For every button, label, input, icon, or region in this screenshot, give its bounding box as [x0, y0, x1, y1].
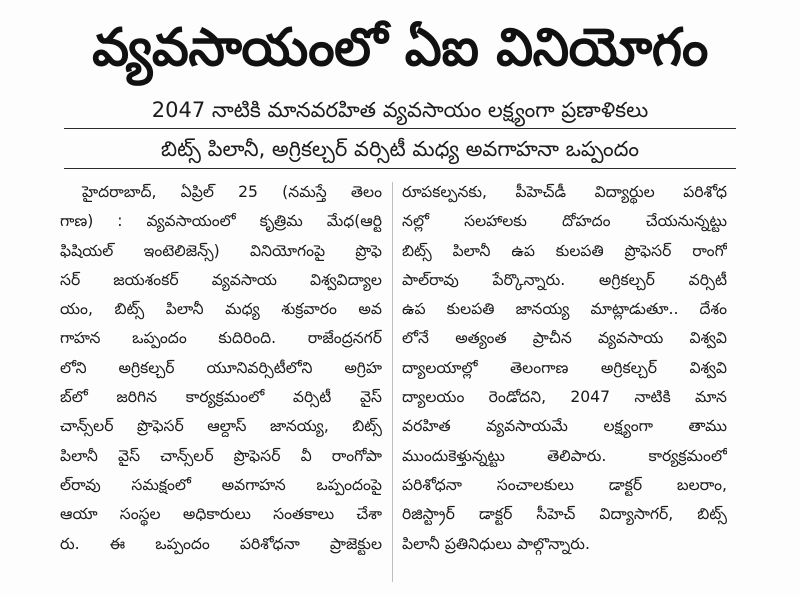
body-text-line: హైదరాబాద్, ఏప్రిల్ 25 (నమస్తే తెలం	[82, 183, 382, 201]
body-text-line: పరిశోధనా సంచాలకులు డాక్టర్ బలరాం,	[402, 475, 727, 494]
body-text-line: ద్యాలయాల్లో తెలంగాణ అగ్రికల్చర్ విశ్వవి	[402, 358, 727, 377]
body-text-line: వరహిత వ్యవసాయమే లక్ష్యంగా తాము	[402, 417, 727, 436]
body-text-line: లోని అగ్రికల్చర్ యూనివర్సిటీలోని అగ్రిహ	[60, 358, 382, 377]
body-text-line: పిలానీ వైస్ చాన్స్‌లర్ ప్రొఫెసర్ వీ రాంగోపా	[60, 446, 382, 465]
article-subheadline: 2047 నాటికి మానవరహిత వ్యవసాయం లక్ష్యంగా ప్రణాళికలు	[151, 98, 649, 122]
article-body-left-column	[60, 178, 382, 559]
body-text-line: రు. ఈ ఒప్పందం పరిశోధనా ప్రాజెక్టుల	[60, 534, 382, 553]
body-text-line: గాహన ఒప్పందం కుదిరింది. రాజేంద్రనగర్	[60, 329, 382, 348]
body-text-line: ల్‌రావు సమక్షంలో అవగాహన ఒప్పందంపై	[60, 475, 382, 494]
body-text-line: రూపకల్పనకు, పీహెచ్‌డీ విద్యార్థుల పరిశోధ	[402, 183, 727, 201]
subhead-divider	[64, 128, 736, 129]
body-text-line: ఫిషియల్ ఇంటెలిజెన్స్) వినియోగంపై ప్రొఫె	[60, 241, 382, 260]
body-text-line: లోనే అత్యంత ప్రాచీన వ్యవసాయ విశ్వవి	[402, 329, 727, 348]
body-text-line: ద్యాలయం రెండోదని, 2047 నాటికి మాన	[402, 388, 727, 407]
body-text-line: సర్ జయశంకర్ వ్యవసాయ విశ్వవిద్యాల	[60, 270, 382, 289]
subhead-divider	[64, 168, 736, 169]
article-body-right-column	[402, 178, 727, 559]
body-text-line: ఉప కులపతి జానయ్య మాట్లాడుతూ.. దేశం	[402, 300, 727, 319]
body-text-line: ఆయా సంస్థల అధికారులు సంతకాలు చేశా	[60, 505, 382, 524]
body-text-line: బిట్స్ పిలానీ ఉప కులపతి ప్రొఫెసర్ రాంగో	[402, 241, 727, 260]
column-divider	[392, 182, 393, 582]
body-text-line: నల్లో సలహాలకు దోహదం చేయనున్నట్టు	[402, 212, 727, 231]
body-text-line: ముందుకెళ్తున్నట్టు తెలిపారు. కార్యక్రమంలో	[402, 446, 727, 465]
article-headline: వ్యవసాయంలో ఏఐ వినియోగం	[92, 18, 708, 78]
body-text-line: యం, బిట్స్ పిలానీ మధ్య శుక్రవారం అవ	[60, 300, 382, 319]
body-text-line: చాన్స్‌లర్ ప్రొఫెసర్ ఆల్దాస్ జానయ్య, బిట్స్	[60, 417, 382, 436]
body-text-line: బ్‌లో జరిగిన కార్యక్రమంలో వర్సిటీ వైస్	[60, 388, 382, 407]
body-text-line: పిలానీ ప్రతినిధులు పాల్గొన్నారు.	[402, 534, 590, 553]
article-subheadline: బిట్స్ పిలానీ, అగ్రికల్చర్ వర్సిటీ మధ్య అవగాహనా ఒప్పందం	[160, 137, 640, 161]
body-text-line: పాల్‌రావు పేర్కొన్నారు. అగ్రికల్చర్ వర్సిటీ	[402, 270, 727, 289]
body-text-line: గాణ) : వ్యవసాయంలో కృత్రిమ మేధ(ఆర్టి	[60, 212, 382, 231]
body-text-line: రిజిస్ట్రార్ డాక్టర్ సీహెచ్ విద్యాసాగర్, బిట్స్	[402, 505, 727, 524]
